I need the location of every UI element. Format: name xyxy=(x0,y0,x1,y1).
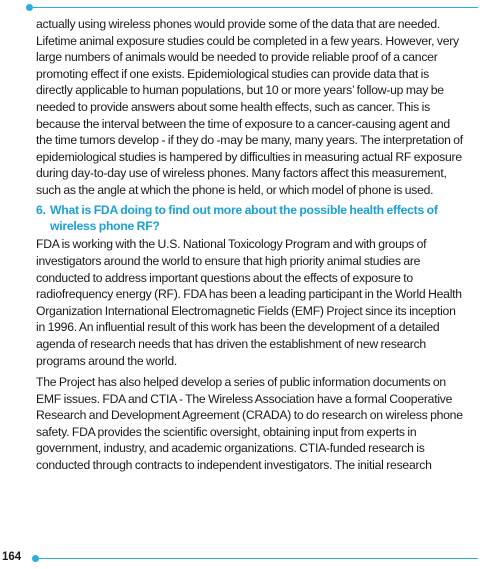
page-number: 164 xyxy=(2,551,22,563)
bottom-divider-line xyxy=(38,558,478,559)
paragraph-1: actually using wireless phones would provide some of the data that are needed. Lifetime animal exposure studies could be completed in a few years. However, very large numbers of animals would be needed to provide reliable proof of a cancer promoting effect if one exists. Epidemiological studies can provide data that is directly applicable to human populations, but 10 or more years’ follow-up may be needed to provide answers about some health effects, such as cancer. This is because the interval between the time of exposure to a cancer-causing agent and the time tumors develop - if they do -may be many, many years. The interpretation of epidemiological studies is hampered by difficulties in measuring actual RF exposure during day-to-day use of wireless phones. Many factors affect this measurement, such as the angle at which the phone is held, or which model of phone is used. xyxy=(36,17,463,197)
page-content xyxy=(36,16,464,474)
page-footer xyxy=(0,547,486,569)
section-number: 6. xyxy=(36,202,46,217)
section-title: What is FDA doing to find out more about the possible health effects of wireless phone RF? xyxy=(50,202,438,233)
section-heading xyxy=(36,202,464,235)
top-divider-line xyxy=(32,7,478,8)
paragraph-2: FDA is working with the U.S. National Toxicology Program and with groups of investigators around the world to ensure that high priority animal studies are conducted to address important questions about the effects of exposure to radiofrequency energy (RF). FDA has been a leading participant in the World Health Organization International Electromagnetic Fields (EMF) Project since its inception in 1996. An influential result of this work has been the development of a detailed agenda of research needs that has driven the establishment of new research programs around the world. xyxy=(36,237,462,368)
paragraph-3: The Project has also helped develop a series of public information documents on EMF issues. FDA and CTIA - The Wireless Association have a formal Cooperative Research and Development Agreement (CRADA) to do research on wireless phone safety. FDA provides the scientific oversight, obtaining input from experts in government, industry, and academic organizations. CTIA-funded research is conducted through contracts to independent investigators. The initial research xyxy=(36,375,463,473)
